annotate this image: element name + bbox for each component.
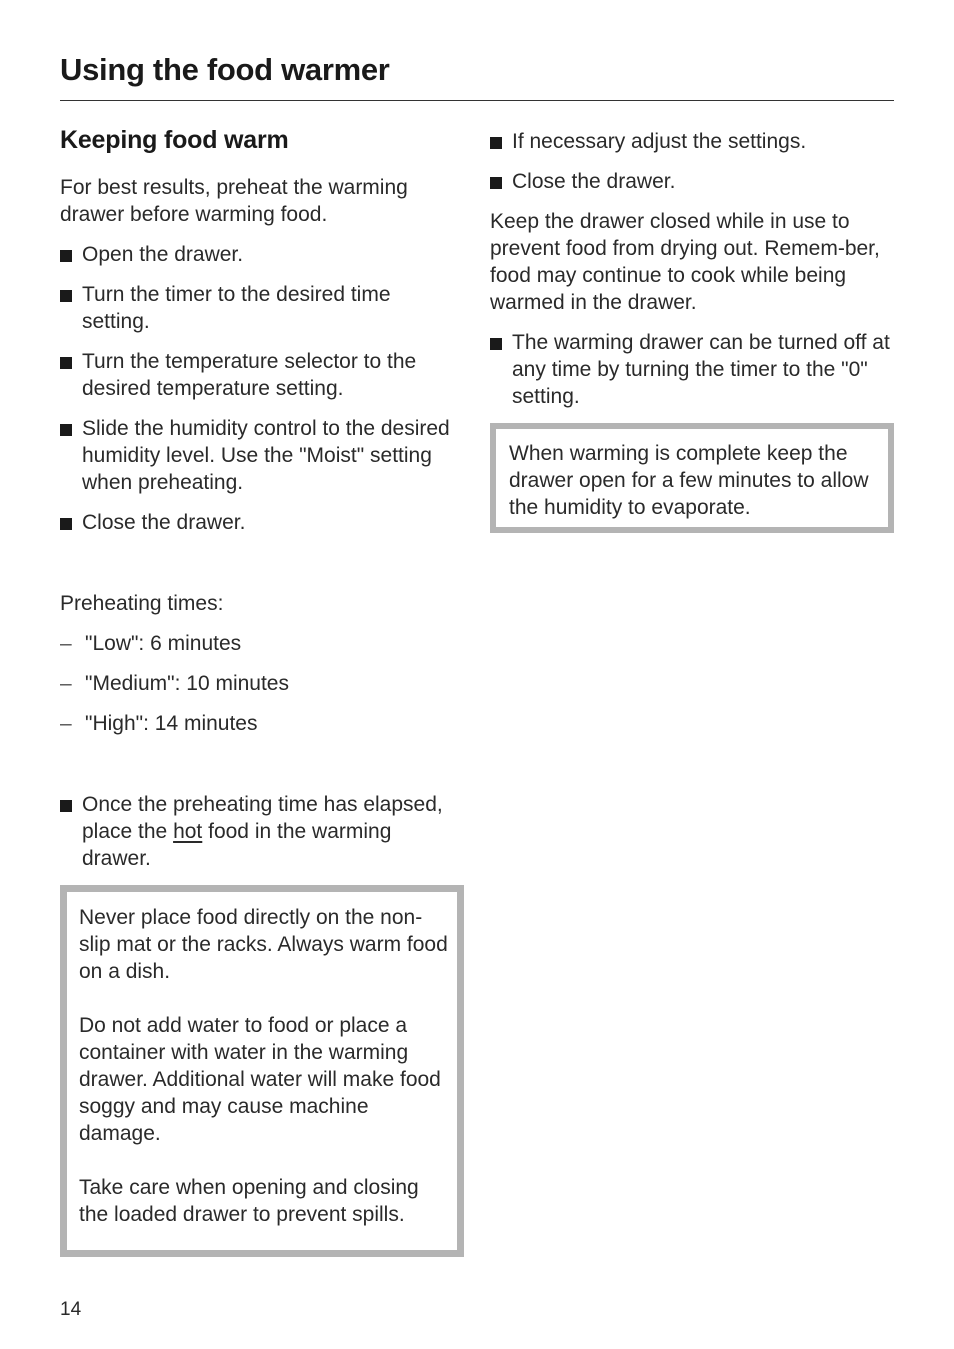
info-text: When warming is complete keep the drawer open for a few minutes to allow the humidity to evaporate. bbox=[509, 442, 869, 519]
step-text-before: Once the preheating time has elapsed, place the bbox=[82, 793, 443, 843]
square-bullet-icon bbox=[60, 357, 72, 369]
square-bullet-icon bbox=[60, 518, 72, 530]
step-text: The warming drawer can be turned off at any time by turning the timer to the "0" setting. bbox=[512, 331, 890, 408]
warning-box bbox=[60, 885, 464, 1257]
list-item bbox=[60, 630, 464, 657]
square-bullet-icon bbox=[490, 137, 502, 149]
emphasis-text: hot bbox=[173, 820, 203, 843]
step-text: Turn the timer to the desired time setting. bbox=[82, 283, 391, 333]
step-text: Slide the humidity control to the desired humidity level. Use the "Moist" setting when preheating. bbox=[82, 417, 450, 494]
list-item bbox=[60, 415, 464, 496]
right-column bbox=[490, 128, 894, 533]
list-item bbox=[60, 710, 464, 737]
square-bullet-icon bbox=[60, 800, 72, 812]
square-bullet-icon bbox=[490, 177, 502, 189]
list-item bbox=[490, 168, 894, 195]
step-text: Close the drawer. bbox=[512, 170, 676, 193]
warning-text: Do not add water to food or place a container with water in the warming drawer. Additional water will make food soggy and may cause machine damage. bbox=[79, 1014, 441, 1145]
list-item bbox=[60, 791, 464, 872]
step-text-after: food in the warming drawer. bbox=[82, 820, 392, 870]
dash-bullet-icon: – bbox=[60, 672, 72, 695]
list-item bbox=[60, 670, 464, 697]
square-bullet-icon bbox=[60, 250, 72, 262]
warning-text: Never place food directly on the non-slip mat or the racks. Always warm food on a dish. bbox=[79, 906, 448, 983]
page-number: 14 bbox=[60, 1299, 82, 1320]
square-bullet-icon bbox=[60, 424, 72, 436]
note-text: Keep the drawer closed while in use to prevent food from drying out. Remem-ber, food may continue to cook while being warmed in the drawer. bbox=[490, 210, 880, 314]
preheat-times-list bbox=[60, 630, 464, 737]
intro-text: For best results, preheat the warming drawer before warming food. bbox=[60, 176, 408, 226]
step-text: If necessary adjust the settings. bbox=[512, 130, 807, 153]
square-bullet-icon bbox=[490, 338, 502, 350]
list-item bbox=[60, 281, 464, 335]
step-text: Open the drawer. bbox=[82, 243, 244, 266]
step-list bbox=[60, 241, 464, 536]
preheat-time: "Medium": 10 minutes bbox=[85, 672, 289, 695]
step-text: Close the drawer. bbox=[82, 511, 246, 534]
preheat-label: Preheating times: bbox=[60, 592, 224, 615]
info-box bbox=[490, 423, 894, 533]
list-item bbox=[60, 348, 464, 402]
square-bullet-icon bbox=[60, 290, 72, 302]
dash-bullet-icon: – bbox=[60, 632, 72, 655]
step-text: Turn the temperature selector to the desired temperature setting. bbox=[82, 350, 417, 400]
place-step-list bbox=[60, 791, 464, 872]
list-item bbox=[60, 509, 464, 536]
step-list-continued bbox=[490, 128, 894, 195]
page-title: Using the food warmer bbox=[60, 52, 390, 87]
list-item bbox=[490, 329, 894, 410]
preheat-time: "High": 14 minutes bbox=[85, 712, 258, 735]
turn-off-list bbox=[490, 329, 894, 410]
preheat-time: "Low": 6 minutes bbox=[85, 632, 242, 655]
left-column bbox=[60, 120, 464, 1257]
list-item bbox=[60, 241, 464, 268]
section-heading: Keeping food warm bbox=[60, 126, 289, 154]
title-divider bbox=[60, 100, 894, 101]
list-item bbox=[490, 128, 894, 155]
dash-bullet-icon: – bbox=[60, 712, 72, 735]
warning-text: Take care when opening and closing the loaded drawer to prevent spills. bbox=[79, 1176, 419, 1226]
